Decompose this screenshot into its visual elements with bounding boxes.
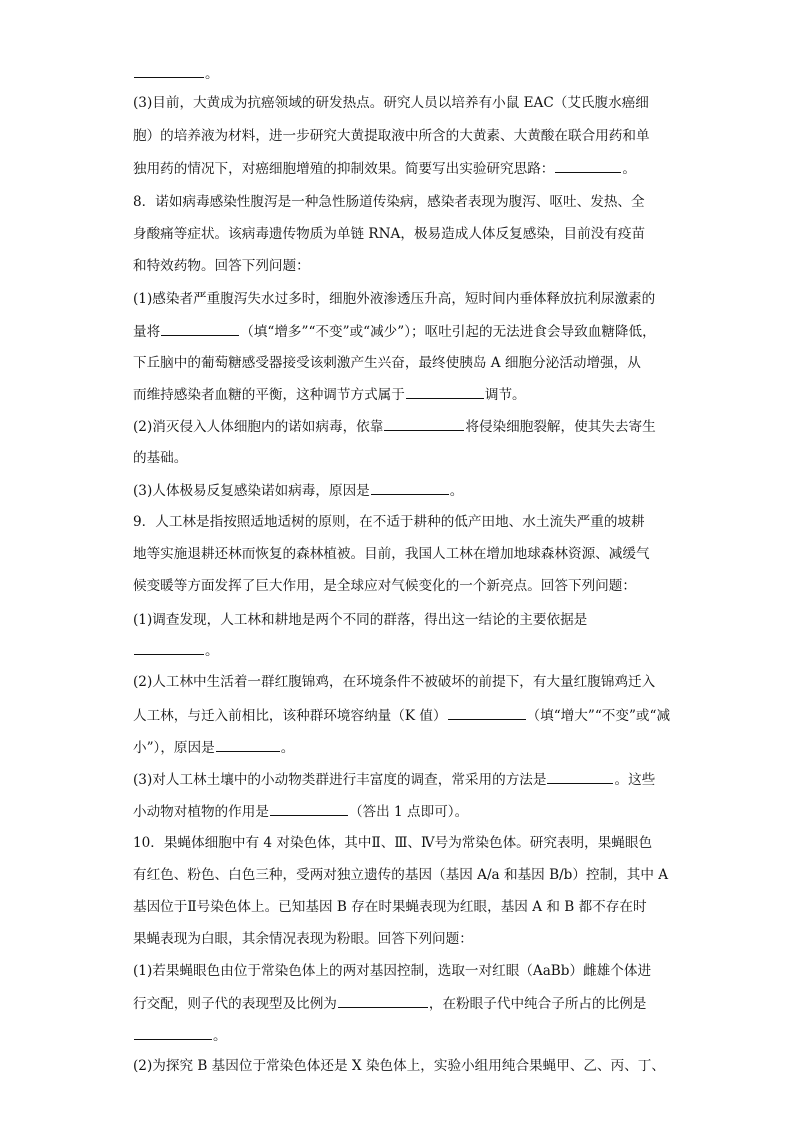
text-line: 小动物对植物的作用是 （答出 1 点即可）。 [133, 801, 673, 822]
text-line: 有红色、粉色、白色三种，受两对独立遗传的基因（基因 A/a 和基因 B/b）控制，其中 A [133, 867, 669, 883]
text-line: 身酸痛等症状。该病毒遗传物质为单链 RNA，极易造成人体反复感染，目前没有疫苗 [133, 226, 646, 242]
question-9-part-3: (3)对人工林土壤中的小动物类群进行丰富度的调查，常采用的方法是 。这些 [133, 769, 673, 790]
text-line: 下丘脑中的葡萄糖感受器接受该刺激产生兴奋，最终使胰岛 A 细胞分泌活动增强，从 [133, 355, 641, 371]
answer-blank[interactable] [134, 63, 204, 78]
question-10-part-1: (1)若果蝇眼色由位于常染色体上的两对基因控制，选取一对红眼（AaBb）雌雄个体进 [133, 963, 652, 979]
text-line: 独用药的情况下，对癌细胞增殖的抑制效果。简要写出实验研究思路： 。 [133, 158, 673, 179]
text-line: 果蝇表现为白眼，其余情况表现为粉眼。回答下列问题： [133, 931, 473, 947]
text-line: 候变暖等方面发挥了巨大作用，是全球应对气候变化的一个新亮点。回答下列问题： [133, 578, 636, 594]
answer-blank[interactable] [270, 801, 348, 816]
answer-blank[interactable] [134, 640, 204, 655]
question-9-stem: 9．人工林是指按照适地适树的原则，在不适于耕种的低产田地、水土流失严重的坡耕 [133, 514, 645, 530]
text-line: 而维持感染者血糖的平衡，这种调节方式属于 调节。 [133, 384, 673, 405]
question-9-part-2: (2)人工林中生活着一群红腹锦鸡，在环境条件不被破坏的前提下，有大量红腹锦鸡迁入 [133, 674, 656, 690]
question-10-part-2: (2)为探究 B 基因位于常染色体还是 X 染色体上，实验小组用纯合果蝇甲、乙、丙、丁、 [133, 1058, 665, 1074]
question-8-stem: 8．诺如病毒感染性腹泻是一种急性肠道传染病，感染者表现为腹泻、呕吐、发热、全 [133, 194, 645, 210]
text-line: 和特效药物。回答下列问题： [133, 258, 310, 274]
text-line: 地等实施退耕还林而恢复的森林植被。目前，我国人工林在增加地球森林资源、减缓气 [133, 546, 650, 562]
answer-blank[interactable] [134, 1025, 212, 1040]
answer-blank[interactable] [216, 737, 280, 752]
text-line: 的基础。 [133, 450, 188, 466]
question-10-stem: 10．果蝇体细胞中有 4 对染色体，其中Ⅱ、Ⅲ、Ⅳ号为常染色体。研究表明，果蝇眼色 [133, 835, 653, 851]
answer-blank[interactable] [406, 384, 484, 399]
question-8-part-1: (1)感染者严重腹泻失水过多时，细胞外液渗透压升高，短时间内垂体释放抗利尿激素的 [133, 291, 656, 307]
answer-blank[interactable] [555, 158, 621, 173]
question-8-part-3: (3)人体极易反复感染诺如病毒，原因是 。 [133, 480, 673, 501]
question-7-part-3: (3)目前，大黄成为抗癌领域的研发热点。研究人员以培养有小鼠 EAC（艾氏腹水癌细 [133, 95, 649, 111]
text-line: 量将 （填“增多”“不变”或“减少”）；呕吐引起的无法进食会导致血糖降低， [133, 321, 673, 342]
text-line: 。 [133, 640, 673, 661]
text-line: 。 [133, 1025, 673, 1046]
answer-blank[interactable] [384, 416, 464, 431]
question-9-part-1: (1)调查发现，人工林和耕地是两个不同的群落，得出这一结论的主要依据是 [133, 612, 588, 628]
answer-blank[interactable] [448, 705, 526, 720]
text-line: 行交配，则子代的表现型及比例为 ，在粉眼子代中纯合子所占的比例是 [133, 993, 673, 1014]
answer-blank[interactable] [161, 321, 239, 336]
answer-blank[interactable] [547, 769, 613, 784]
text-line: 基因位于Ⅱ号染色体上。已知基因 B 存在时果蝇表现为红眼，基因 A 和 B 都不存在时 [133, 899, 647, 915]
text-line: 小”），原因是 。 [133, 737, 673, 758]
text-line: 人工林，与迁入前相比，该种群环境容纳量（K 值） （填“增大”“不变”或“减 [133, 705, 673, 726]
answer-blank[interactable] [371, 480, 449, 495]
text-line: 胞）的培养液为材料，进一步研究大黄提取液中所含的大黄素、大黄酸在联合用药和单 [133, 128, 650, 144]
text-line: 。 [133, 63, 673, 84]
question-8-part-2: (2)消灭侵入人体细胞内的诺如病毒，依靠 将侵染细胞裂解，使其失去寄生 [133, 416, 673, 437]
answer-blank[interactable] [338, 993, 428, 1008]
